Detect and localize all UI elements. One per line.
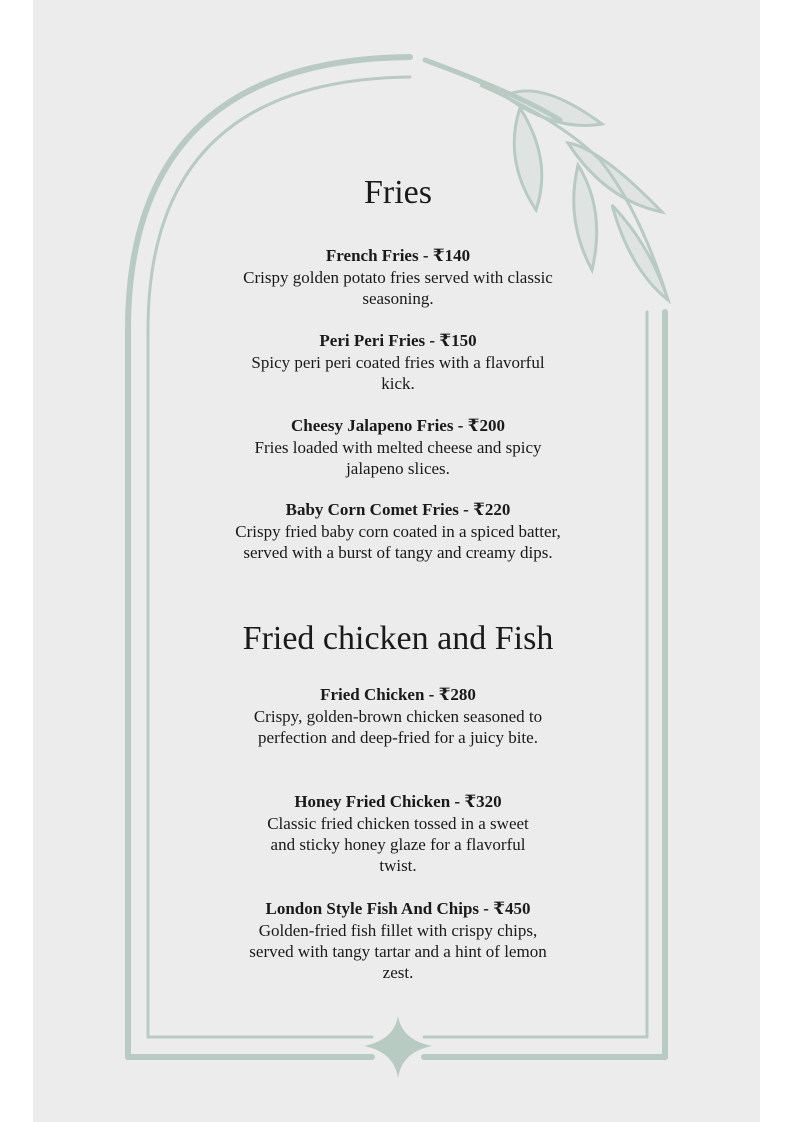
item-desc: Fries loaded with melted cheese and spicy jalapeno slices. [254,438,542,478]
menu-item [198,898,598,983]
menu-item [198,415,598,479]
item-name: Fried Chicken - ₹280 [320,685,476,704]
item-desc: Crispy fried baby corn coated in a spiced batter, served with a burst of tangy and creamy dips. [235,522,561,562]
item-desc: Classic fried chicken tossed in a sweet and sticky honey glaze for a flavorful twist. [267,814,529,875]
item-name: Cheesy Jalapeno Fries - ₹200 [291,416,505,435]
item-name: Honey Fried Chicken - ₹320 [294,792,502,811]
menu-item [198,791,598,876]
item-name: French Fries - ₹140 [325,246,471,265]
section-title-fried-chicken-and-fish: Fried chicken and Fish [242,620,554,657]
item-name: Baby Corn Comet Fries - ₹220 [285,500,511,519]
menu-item [198,499,598,563]
menu-item [198,245,598,309]
section-title-fries: Fries [364,174,432,211]
star-icon [364,1016,432,1078]
menu-item [198,684,598,748]
item-desc: Golden-fried fish fillet with crispy chips, served with tangy tartar and a hint of lemon zest. [249,921,547,982]
item-name: London Style Fish And Chips - ₹450 [265,899,531,918]
menu-item [198,330,598,394]
item-desc: Crispy golden potato fries served with classic seasoning. [243,268,553,308]
item-desc: Spicy peri peri coated fries with a flavorful kick. [251,353,545,393]
item-desc: Crispy, golden-brown chicken seasoned to perfection and deep-fried for a juicy bite. [253,707,543,747]
item-name: Peri Peri Fries - ₹150 [319,331,477,350]
